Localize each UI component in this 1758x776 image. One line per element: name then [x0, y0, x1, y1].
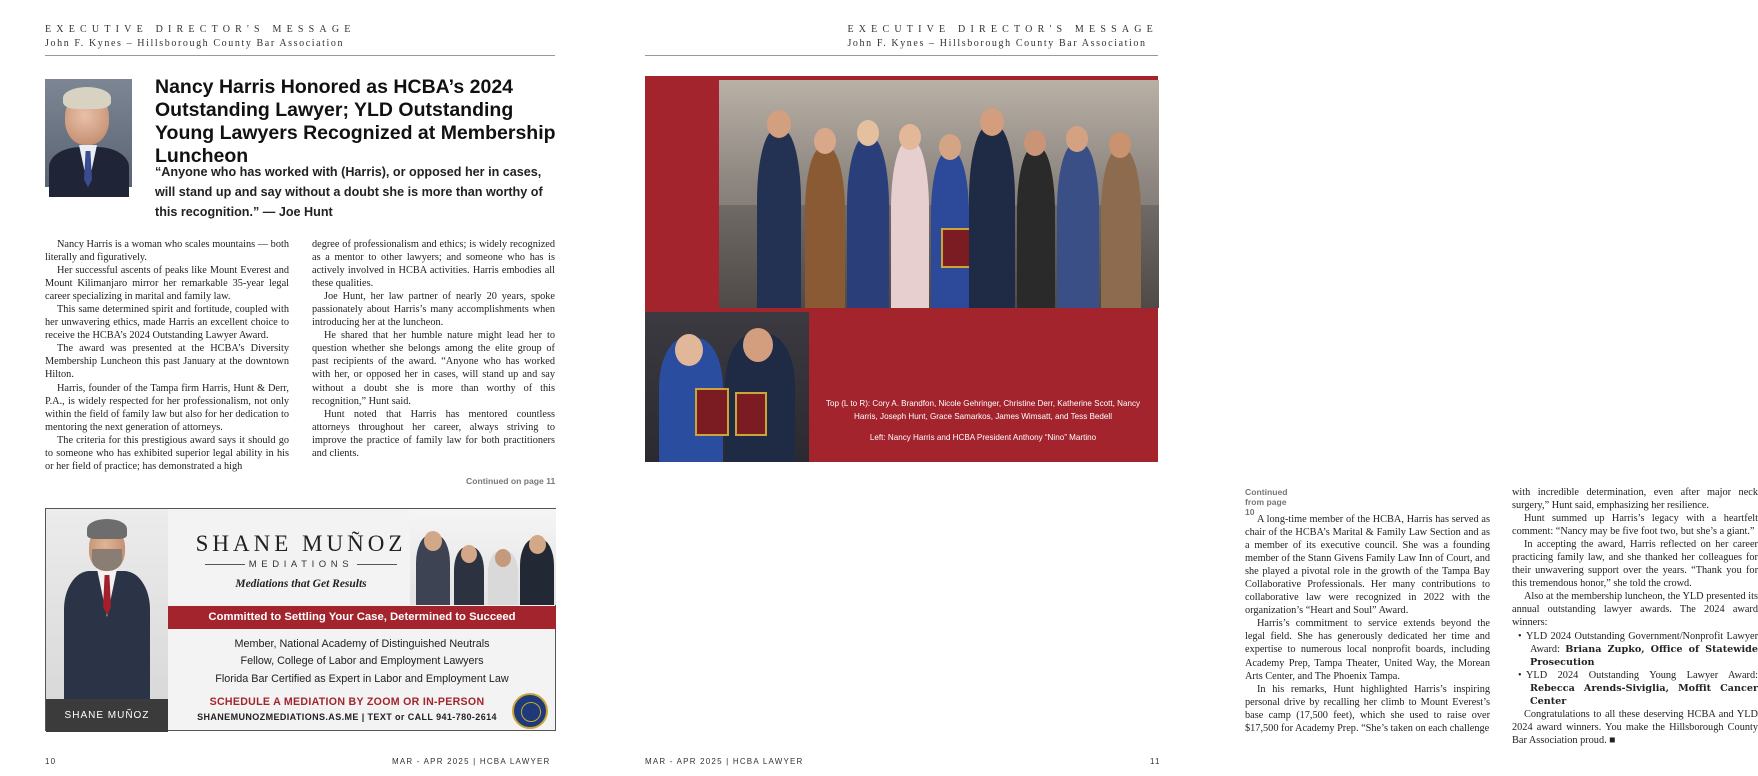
credential-line: Member, National Academy of Distinguished Neutrals [234, 638, 490, 650]
ad-meeting-photo [410, 509, 556, 605]
caption-top: Top (L to R): Cory A. Brandfon, Nicole Gehringer, Christine Derr, Katherine Scott, Nancy Harris, Joseph Hunt, Grace Samarkos, James Wimsatt, and Tess Bedell [825, 399, 1141, 421]
ad-seal-icon [512, 693, 548, 729]
running-head [45, 24, 356, 49]
paragraph: Harris’s commitment to service extends beyond the legal field. She has generously dedicated her time and expertise to numerous local nonprofit boards, including Academy Prep, Tampa Theater, United Way, the Morean Arts Center, and The Phoenix Tampa. [1245, 618, 1490, 682]
ad-portrait-name: SHANE MUÑOZ [46, 699, 168, 732]
ad-call-to-action[interactable] [177, 696, 517, 722]
paragraph: Hunt noted that Harris has mentored countless attorneys throughout her career, always striving to improve the practice of family law for both practitioners and clients. [312, 408, 555, 459]
paragraph: Congratulations to all these deserving HCBA and YLD 2024 award winners. You make the Hillsborough County Bar Association proud. ■ [1512, 708, 1758, 746]
ad-brand [177, 531, 425, 590]
paragraph: The criteria for this prestigious award says it should go to someone who has exhibited superior legal ability in his or her field of practice; has demonstrated a high [45, 434, 289, 472]
paragraph: degree of professionalism and ethics; is widely recognized as a mentor to other lawyers; and someone who has is actively involved in HCBA activities. Harris embodies all these qualities. [312, 239, 555, 290]
credential-line: Florida Bar Certified as Expert in Labor and Employment Law [215, 672, 509, 685]
publication-folio: MAR - APR 2025 | HCBA LAWYER [645, 757, 804, 766]
article-column-1 [45, 238, 289, 473]
ad-cta-headline[interactable]: SCHEDULE A MEDIATION BY ZOOM OR IN-PERSON [209, 696, 485, 708]
paragraph: Also at the membership luncheon, the YLD presented its annual outstanding lawyer awards. The 2024 award winners: [1512, 591, 1758, 629]
page-number: 10 [45, 757, 57, 766]
paragraph: This same determined spirit and fortitude, coupled with her unwavering ethics, made Harris an excellent choice to receive the HCBA’s 2024 Outstanding Lawyer Award. [45, 304, 289, 342]
award-list [1512, 630, 1758, 708]
left-page [0, 0, 600, 776]
credential-line: Fellow, College of Labor and Employment Lawyers [240, 655, 484, 668]
article-column-2 [312, 238, 555, 460]
paragraph: Joe Hunt, her law partner of nearly 20 years, spoke passionately about Harris’s many accomplishments when introducing her at the luncheon. [312, 291, 555, 329]
list-item: • YLD 2024 Outstanding Young Lawyer Award: Rebecca Arends-Siviglia, Moffit Cancer Center [1518, 669, 1758, 707]
ad-credentials [168, 636, 556, 688]
header-rule [45, 55, 555, 56]
author-headshot [45, 79, 132, 187]
paragraph: The award was presented at the HCBA’s Diversity Membership Luncheon this past January at the downtown Hilton. [45, 343, 289, 381]
running-head-title: EXECUTIVE DIRECTOR'S MESSAGE [45, 24, 356, 35]
running-head-author: John F. Kynes – Hillsborough County Bar Association [847, 38, 1147, 49]
publication-folio: MAR - APR 2025 | HCBA LAWYER [392, 757, 551, 766]
ad-brand-name: SHANE MUÑOZ [195, 531, 407, 556]
photo-caption [817, 398, 1149, 445]
ad-banner: Committed to Settling Your Case, Determined to Succeed [168, 606, 556, 629]
running-head [847, 24, 1158, 49]
ad-portrait [46, 509, 168, 732]
article-column-4 [1512, 486, 1758, 747]
running-head-author: John F. Kynes – Hillsborough County Bar Association [45, 38, 345, 49]
paragraph: Her successful ascents of peaks like Mount Everest and Mount Kilimanjaro mirror her remarkable 35-year legal career specializing in marital and family law. [45, 265, 289, 303]
ad-tagline: Mediations that Get Results [235, 578, 367, 590]
paragraph: Nancy Harris is a woman who scales mountains — both literally and figuratively. [45, 239, 289, 264]
list-item: • YLD 2024 Outstanding Government/Nonprofit Lawyer Award: Briana Zupko, Office of Statewide Prosecution [1518, 630, 1758, 668]
paragraph: He shared that her humble nature might lead her to question whether she belongs among the elite group of past recipients of the award. “Anyone who has worked with her, or opposed her in cases, will stand up and say without a doubt she is more than worthy of this recognition,” Hunt said. [312, 330, 555, 407]
right-page [600, 0, 1758, 776]
running-head-title: EXECUTIVE DIRECTOR'S MESSAGE [847, 24, 1158, 35]
article-column-3 [1245, 513, 1490, 735]
group-photo [719, 80, 1159, 308]
paragraph: In accepting the award, Harris reflected on her career practicing family law, and she thanked her colleagues for their unwavering support over the years. “Thank you for this tremendous honor,” she told the crowd. [1512, 539, 1758, 590]
paragraph: Harris, founder of the Tampa firm Harris, Hunt & Derr, P.A., is widely respected for her professionalism, not only within the field of family law but also for her dedication to mentoring the next generation of attorneys. [45, 382, 289, 433]
paragraph: Hunt summed up Harris’s legacy with a heartfelt comment: “Nancy may be five foot two, but she’s a giant.” [1512, 513, 1758, 538]
ad-contact[interactable]: SHANEMUNOZMEDIATIONS.AS.ME | TEXT or CALL 941-780-2614 [197, 712, 497, 722]
advertisement[interactable] [45, 508, 556, 731]
paragraph: In his remarks, Hunt highlighted Harris’s inspiring personal drive by recalling her climb to Mount Everest’s base camp (17,500 feet), which she used to raise over $17,500 for Academy Prep. “She’s taken on each challenge [1245, 683, 1490, 734]
paragraph: with incredible determination, even after major neck surgery,” Hunt said, emphasizing her resilience. [1512, 487, 1758, 512]
paragraph: A long-time member of the HCBA, Harris has served as chair of the HCBA’s Marital & Family Law Section and as a member of its executive council. She was a founding member of the Stann Givens Family Law Inn of Court, and she played a pivotal role in the growth of the Tampa Bay Collaborative Professionals. Her many contributions to collaborative law were recognized in 2022 with the organization’s “Heart and Soul” Award. [1245, 514, 1490, 617]
header-rule [645, 55, 1158, 56]
continued-link[interactable]: Continued on page 11 [466, 476, 556, 486]
page-number: 11 [1150, 757, 1161, 766]
article-headline: Nancy Harris Honored as HCBA’s 2024 Outstanding Lawyer; YLD Outstanding Young Lawyers Recognized at Membership Luncheon [155, 76, 556, 167]
award-photo [645, 312, 809, 462]
continued-from: Continued from page 10 [1245, 487, 1288, 517]
pull-quote: “Anyone who has worked with (Harris), or opposed her in cases, will stand up and say without a doubt she is more than worthy of this recognition.” — Joe Hunt [155, 165, 543, 219]
caption-left: Left: Nancy Harris and HCBA President Anthony “Nino” Martino [869, 433, 1097, 442]
ad-brand-sub: MEDIATIONS [177, 559, 425, 570]
